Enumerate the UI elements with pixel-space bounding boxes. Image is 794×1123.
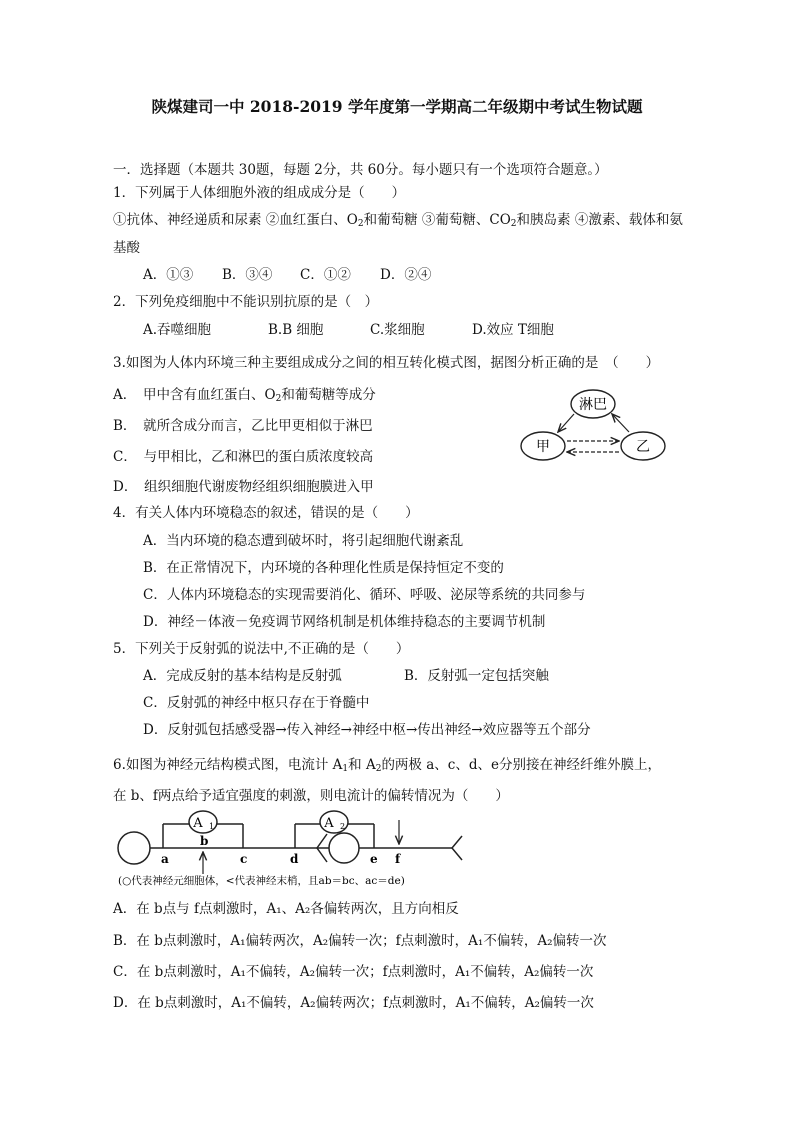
q1-items-a: ①抗体、神经递质和尿素 ②血红蛋白、O [113,212,358,228]
q1-option-d[interactable]: D．②④ [380,267,432,283]
lymph-label: 淋巴 [579,397,607,413]
q1-items-c: 和胰岛素 ④激素、载体和氨 [516,212,683,228]
point-f: f [395,852,401,866]
q4-stem: 4．有关人体内环境稳态的叙述，错误的是（ ） [113,505,419,521]
q3-option-a-text2: 和葡萄糖等成分 [281,387,376,403]
q5-option-d[interactable]: D．反射弧包括感受器→传入神经→神经中枢→传出神经→效应器等五个部分 [143,722,591,738]
q2-stem: 2．下列免疫细胞中不能识别抗原的是（ ） [113,294,379,310]
q6-option-a[interactable]: A．在 b点与 f点刺激时，A₁、A₂各偏转两次，且方向相反 [113,901,459,917]
jia-label: 甲 [536,439,550,455]
q5-option-c[interactable]: C．反射弧的神经中枢只存在于脊髓中 [143,695,370,711]
q2-option-b[interactable]: B.B 细胞 [268,322,324,338]
section-heading: 一．选择题（本题共 30题，每题 2分，共 60分。每小题只有一个选项符合题意。） [113,162,608,178]
q4-option-c[interactable]: C．人体内环境稳态的实现需要消化、循环、呼吸、泌尿等系统的共同参与 [143,587,586,603]
q1-option-b[interactable]: B．③④ [222,267,273,283]
q1-items-b: 和葡萄糖 ③葡萄糖、CO [363,212,511,228]
ammeter-a1-sub: 1 [209,822,215,831]
q6-stem-text3: 的两极 a、c、d、e分别接在神经纤维外膜上， [381,757,661,773]
ammeter-a1-label: A [193,816,203,831]
q4-option-a[interactable]: A．当内环境的稳态遭到破坏时，将引起细胞代谢紊乱 [143,533,464,549]
q4-option-d[interactable]: D．神经－体液－免疫调节网络机制是机体维持稳态的主要调节机制 [143,614,546,630]
q6-option-b[interactable]: B．在 b点刺激时，A₁偏转两次，A₂偏转一次；f点刺激时，A₁不偏转，A₂偏转一次 [113,933,607,949]
q3-option-d[interactable]: D． 组织细胞代谢废物经组织细胞膜进入甲 [113,479,374,495]
ammeter-a2-sub: 2 [340,822,346,831]
q6-stem-line2: 在 b、f两点给予适宜强度的刺激，则电流计的偏转情况为（ ） [113,788,509,804]
cell-body-mid [329,833,359,863]
neuron-diagram-caption: (○代表神经元细胞体，<代表神经末梢，且ab＝bc、ac＝de) [118,875,405,887]
q1-items-line: ①抗体、神经递质和尿素 ②血红蛋白、$O_2$和葡萄糖 ③葡萄糖、$CO_2$和胰岛素 ④激素、载体和氨 [113,212,683,229]
q2-option-a[interactable]: A.吞噬细胞 [143,322,212,338]
q6-stem-text1: 6.如图为神经元结构模式图，电流计 A [113,757,343,773]
neuron-diagram [112,808,474,890]
q6-stem-text2: 和 A [348,757,376,773]
q3-option-a[interactable]: A． 甲中含有血红蛋白、$O_2$和葡萄糖等成分 [113,387,376,404]
q3-stem: 3.如图为人体内环境三种主要组成成分之间的相互转化模式图，据图分析正确的是 （ ） [113,355,660,371]
page-title: 陕煤建司一中 2018-2019 学年度第一学期高二年级期中考试生物试题 [151,97,643,116]
yi-label: 乙 [636,439,650,455]
q3-option-b[interactable]: B． 就所含成分而言，乙比甲更相似于淋巴 [113,418,373,434]
arrow-lymph-to-jia [558,414,574,432]
arrow-yi-to-lymph [612,414,629,432]
q1-stem: 1．下列属于人体细胞外液的组成成分是（ ） [113,185,406,201]
body-fluid-diagram [510,386,670,466]
q1-option-a[interactable]: A．①③ [143,267,194,283]
nerve-ending-right [452,836,462,860]
point-c: c [240,852,248,866]
q1-items-line2: 基酸 [113,240,140,256]
q3-option-a-text1: A． 甲中含有血红蛋白、O [113,387,276,403]
point-d: d [290,852,299,866]
q6-option-c[interactable]: C．在 b点刺激时，A₁不偏转，A₂偏转一次；f点刺激时，A₁不偏转，A₂偏转一次 [113,964,594,980]
q5-option-a[interactable]: A．完成反射的基本结构是反射弧 [143,668,342,684]
q3-option-c[interactable]: C． 与甲相比，乙和淋巴的蛋白质浓度较高 [113,449,374,465]
q4-option-b[interactable]: B．在正常情况下，内环境的各种理化性质是保持恒定不变的 [143,560,504,576]
point-e: e [370,852,378,866]
q2-option-c[interactable]: C.浆细胞 [370,322,425,338]
q6-option-d[interactable]: D．在 b点刺激时，A₁不偏转，A₂偏转两次；f点刺激时，A₁不偏转，A₂偏转一次 [113,995,594,1011]
q6-stem-line1: 6.如图为神经元结构模式图，电流计 $A_1$和 $A_2$的两极 a、c、d、e分别接在神经纤维外膜上， [113,757,661,774]
q5-option-b[interactable]: B．反射弧一定包括突触 [404,668,549,684]
q1-option-c[interactable]: C．①② [300,267,351,283]
point-a: a [161,852,169,866]
q2-option-d[interactable]: D.效应 T细胞 [472,322,554,338]
point-b: b [200,834,209,848]
q5-stem: 5．下列关于反射弧的说法中,不正确的是（ ） [113,641,410,657]
cell-body-left [118,832,150,864]
ammeter-a2-label: A [324,816,334,831]
